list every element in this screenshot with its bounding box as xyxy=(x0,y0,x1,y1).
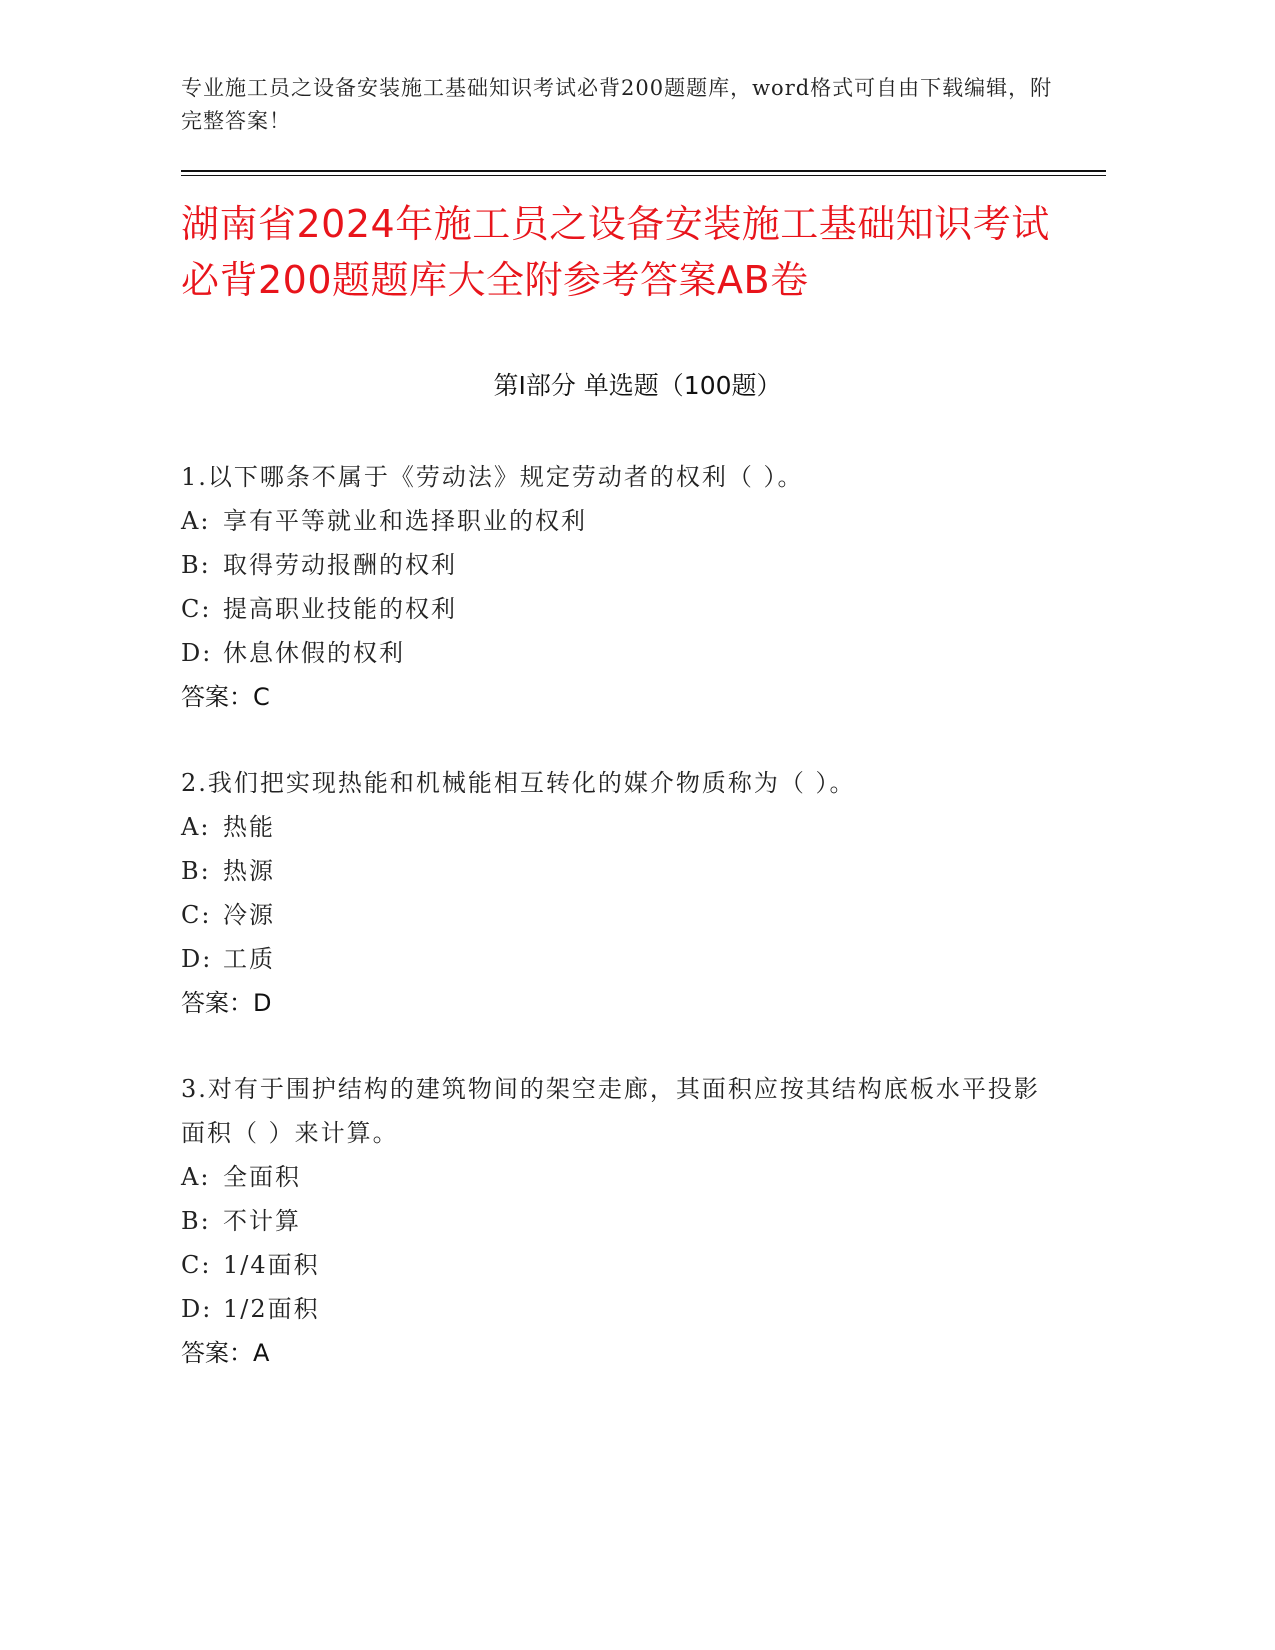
option-text: 全面积 xyxy=(223,1163,301,1191)
option-text: 提高职业技能的权利 xyxy=(223,595,457,623)
option-letter: C: xyxy=(181,901,212,929)
option-d xyxy=(181,937,1041,981)
option-d xyxy=(181,631,1041,675)
option-c xyxy=(181,587,1041,631)
answer: 答案：A xyxy=(181,1339,270,1367)
header-rule-thick xyxy=(181,170,1106,172)
section-title: 第Ⅰ部分 单选题（100题） xyxy=(493,371,782,400)
option-text: 休息休假的权利 xyxy=(223,639,405,667)
question-2 xyxy=(181,761,1041,1025)
header-rule-thin xyxy=(181,175,1106,176)
option-letter: A: xyxy=(181,507,211,535)
header-note: 专业施工员之设备安装施工基础知识考试必背200题题库，word格式可自由下载编辑，附完整答案！ xyxy=(181,76,1053,133)
option-b xyxy=(181,1199,1041,1243)
option-letter: A: xyxy=(181,813,211,841)
option-a xyxy=(181,805,1041,849)
option-letter: C: xyxy=(181,1251,212,1279)
option-letter: B: xyxy=(181,1207,211,1235)
option-c xyxy=(181,1243,1041,1287)
option-b xyxy=(181,543,1041,587)
question-list xyxy=(181,455,1041,1417)
option-a xyxy=(181,499,1041,543)
option-text: 1/2面积 xyxy=(223,1295,320,1323)
question-3 xyxy=(181,1067,1041,1375)
option-letter: B: xyxy=(181,551,211,579)
option-letter: D: xyxy=(181,639,213,667)
question-1 xyxy=(181,455,1041,719)
option-letter: A: xyxy=(181,1163,211,1191)
option-letter: D: xyxy=(181,1295,213,1323)
option-text: 取得劳动报酬的权利 xyxy=(223,551,457,579)
option-text: 1/4面积 xyxy=(223,1251,320,1279)
question-stem: 1.以下哪条不属于《劳动法》规定劳动者的权利（ ）。 xyxy=(181,463,804,491)
question-stem: 3.对有于围护结构的建筑物间的架空走廊，其面积应按其结构底板水平投影面积（ ）来计算。 xyxy=(181,1075,1040,1147)
option-text: 不计算 xyxy=(223,1207,301,1235)
option-a xyxy=(181,1155,1041,1199)
question-stem: 2.我们把实现热能和机械能相互转化的媒介物质称为（ ）。 xyxy=(181,769,856,797)
option-c xyxy=(181,893,1041,937)
option-b xyxy=(181,849,1041,893)
option-text: 热源 xyxy=(223,857,275,885)
option-letter: C: xyxy=(181,595,212,623)
option-text: 冷源 xyxy=(223,901,275,929)
option-text: 享有平等就业和选择职业的权利 xyxy=(223,507,587,535)
answer: 答案：C xyxy=(181,683,270,711)
option-d xyxy=(181,1287,1041,1331)
option-text: 工质 xyxy=(223,945,275,973)
option-letter: D: xyxy=(181,945,213,973)
document-title: 湖南省2024年施工员之设备安装施工基础知识考试必背200题题库大全附参考答案AB卷 xyxy=(181,202,1050,302)
option-text: 热能 xyxy=(223,813,275,841)
option-letter: B: xyxy=(181,857,211,885)
answer: 答案：D xyxy=(181,989,272,1017)
